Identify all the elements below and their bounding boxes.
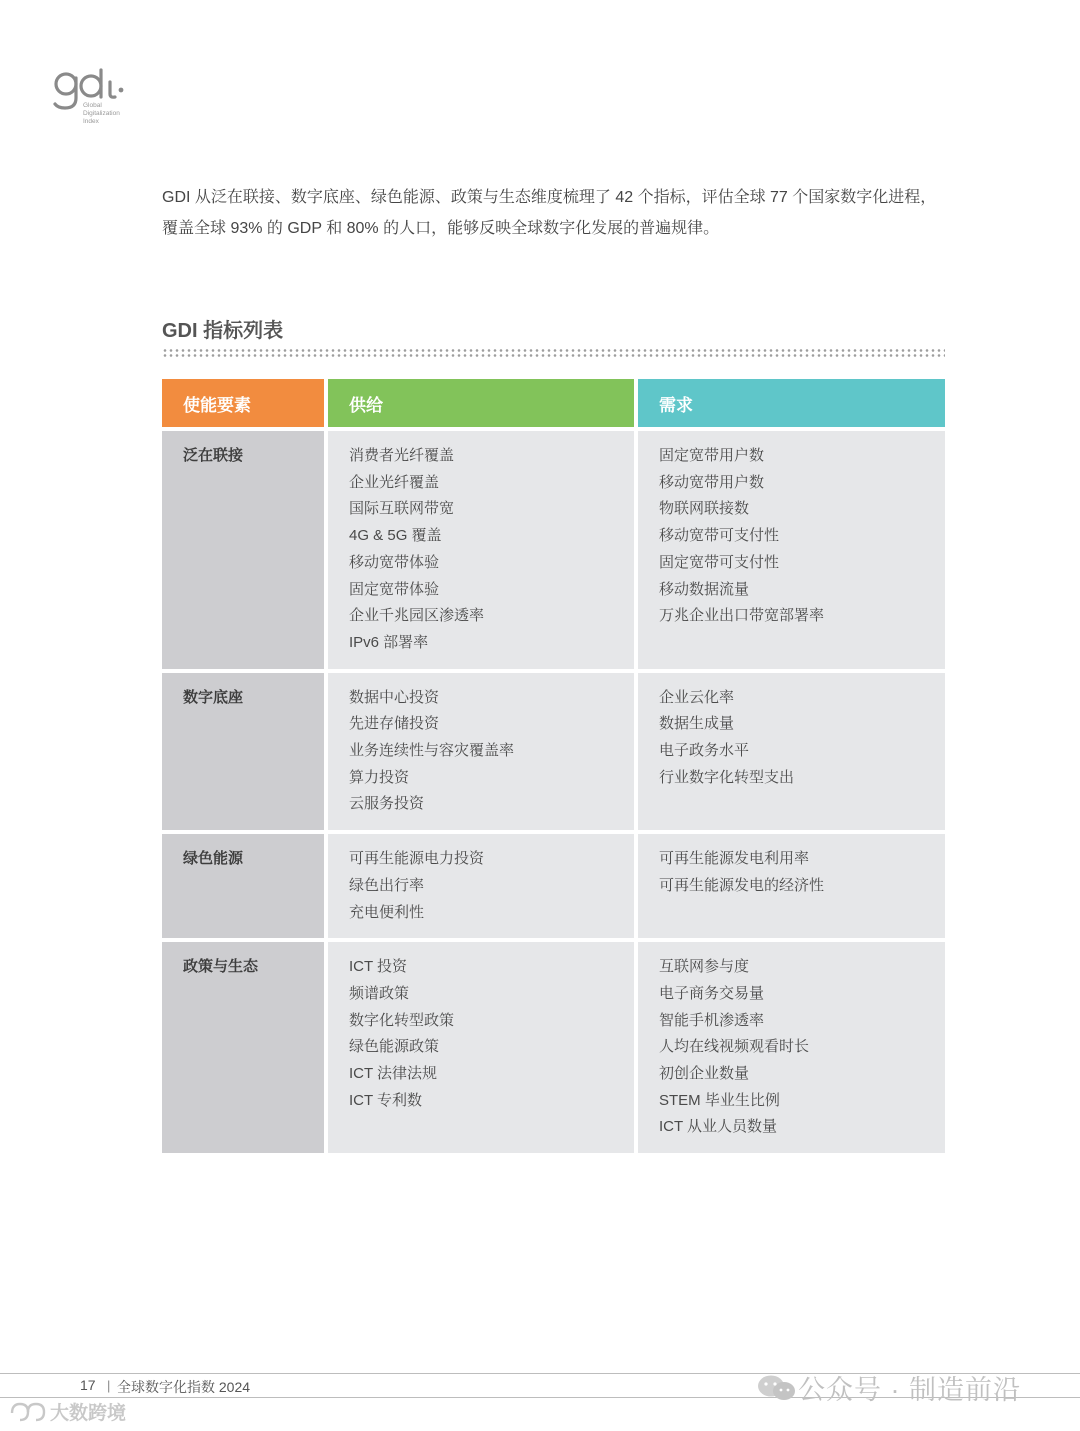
demand-indicator: 智能手机渗透率 (659, 1011, 765, 1029)
demand-indicator: 移动数据流量 (659, 580, 750, 598)
supply-indicator: 数字化转型政策 (349, 1011, 455, 1029)
dotted-divider (162, 348, 945, 358)
enabler-label: 绿色能源 (183, 850, 244, 868)
wechat-icon (756, 1372, 798, 1404)
demand-indicator: 可再生能源发电利用率 (659, 850, 810, 868)
demand-indicator: ICT 从业人员数量 (659, 1118, 778, 1136)
section-title: GDI 指标列表 (162, 320, 284, 342)
demand-indicator: 初创企业数量 (659, 1065, 750, 1083)
gdi-logo (52, 64, 142, 134)
header-enabler: 使能要素 (162, 379, 324, 427)
supply-indicator: 可再生能源电力投资 (349, 850, 485, 868)
watermark-right-text: 公众号 · 制造前沿 (798, 1375, 1021, 1405)
supply-indicator: 4G & 5G 覆盖 (349, 527, 442, 545)
row-supply-cell (328, 834, 634, 938)
supply-indicator: ICT 法律法规 (349, 1065, 438, 1083)
table-header (162, 379, 945, 427)
supply-indicator: 数据中心投资 (349, 688, 440, 706)
watermark-left (8, 1398, 126, 1425)
demand-indicator: 企业云化率 (659, 688, 735, 706)
enabler-label: 数字底座 (183, 688, 244, 706)
demand-indicator: 行业数字化转型支出 (659, 768, 795, 786)
row-enabler-cell (162, 942, 324, 1153)
watermark-left-text: 大数跨境 (50, 1403, 127, 1424)
footer-title: 全球数字化指数 2024 (117, 1379, 251, 1395)
demand-indicator: 可再生能源发电的经济性 (659, 876, 825, 894)
row-supply-cell (328, 431, 634, 669)
logo-sub-line: Digitalization (83, 110, 120, 117)
demand-indicator: STEM 毕业生比例 (659, 1091, 780, 1109)
demand-indicator: 万兆企业出口带宽部署率 (659, 607, 825, 625)
row-enabler-cell (162, 834, 324, 938)
table-row (162, 673, 945, 831)
page-number: 17 (80, 1377, 96, 1393)
supply-indicator: 先进存储投资 (349, 715, 440, 733)
watermark-right (756, 1368, 1021, 1407)
supply-indicator: 企业千兆园区渗透率 (349, 607, 485, 625)
supply-indicator: ICT 专利数 (349, 1091, 423, 1109)
demand-indicator: 人均在线视频观看时长 (659, 1038, 810, 1056)
header-demand: 需求 (638, 379, 945, 427)
supply-indicator: 企业光纤覆盖 (349, 473, 440, 491)
supply-indicator: 绿色能源政策 (349, 1038, 440, 1056)
demand-indicator: 固定宽带可支付性 (659, 553, 780, 571)
logo-sub-line: Index (83, 118, 99, 125)
logo-sub-line: Global (83, 102, 102, 109)
demand-indicator: 固定宽带用户数 (659, 447, 765, 464)
supply-indicator: 国际互联网带宽 (349, 500, 455, 518)
supply-indicator: 频谱政策 (349, 984, 410, 1002)
footer-separator: | (107, 1378, 111, 1393)
demand-indicator: 电子政务水平 (659, 742, 750, 760)
supply-indicator: IPv6 部署率 (349, 633, 429, 651)
table-row (162, 942, 945, 1153)
supply-indicator: 消费者光纤覆盖 (349, 447, 455, 464)
supply-indicator: ICT 投资 (349, 958, 408, 976)
row-demand-cell (638, 673, 945, 831)
indicator-table (162, 379, 945, 1153)
row-demand-cell (638, 834, 945, 938)
supply-indicator: 绿色出行率 (349, 876, 425, 894)
enabler-label: 泛在联接 (183, 447, 244, 464)
enabler-label: 政策与生态 (183, 958, 259, 976)
intro-paragraph: GDI 从泛在联接、数字底座、绿色能源、政策与生态维度梳理了 42 个指标，评估全球 77 个国家数字化进程，覆盖全球 93% 的 GDP 和 80% 的人口，能够反映全球数字化发展的普遍规律。 (162, 189, 937, 237)
row-supply-cell (328, 942, 634, 1153)
supply-indicator: 移动宽带体验 (349, 553, 440, 571)
brand-mark-icon (8, 1401, 50, 1423)
demand-indicator: 物联网联接数 (659, 500, 750, 518)
demand-indicator: 电子商务交易量 (659, 984, 765, 1002)
row-supply-cell (328, 673, 634, 831)
demand-indicator: 移动宽带用户数 (659, 473, 765, 491)
demand-indicator: 互联网参与度 (659, 958, 750, 976)
row-enabler-cell (162, 431, 324, 669)
row-demand-cell (638, 942, 945, 1153)
supply-indicator: 业务连续性与容灾覆盖率 (349, 742, 515, 760)
header-supply: 供给 (328, 379, 634, 427)
table-row (162, 834, 945, 938)
supply-indicator: 云服务投资 (349, 795, 425, 813)
demand-indicator: 移动宽带可支付性 (659, 527, 780, 545)
supply-indicator: 固定宽带体验 (349, 580, 440, 598)
supply-indicator: 算力投资 (349, 768, 410, 786)
demand-indicator: 数据生成量 (659, 715, 735, 733)
table-row (162, 431, 945, 669)
row-demand-cell (638, 431, 945, 669)
row-enabler-cell (162, 673, 324, 831)
supply-indicator: 充电便利性 (349, 903, 425, 921)
